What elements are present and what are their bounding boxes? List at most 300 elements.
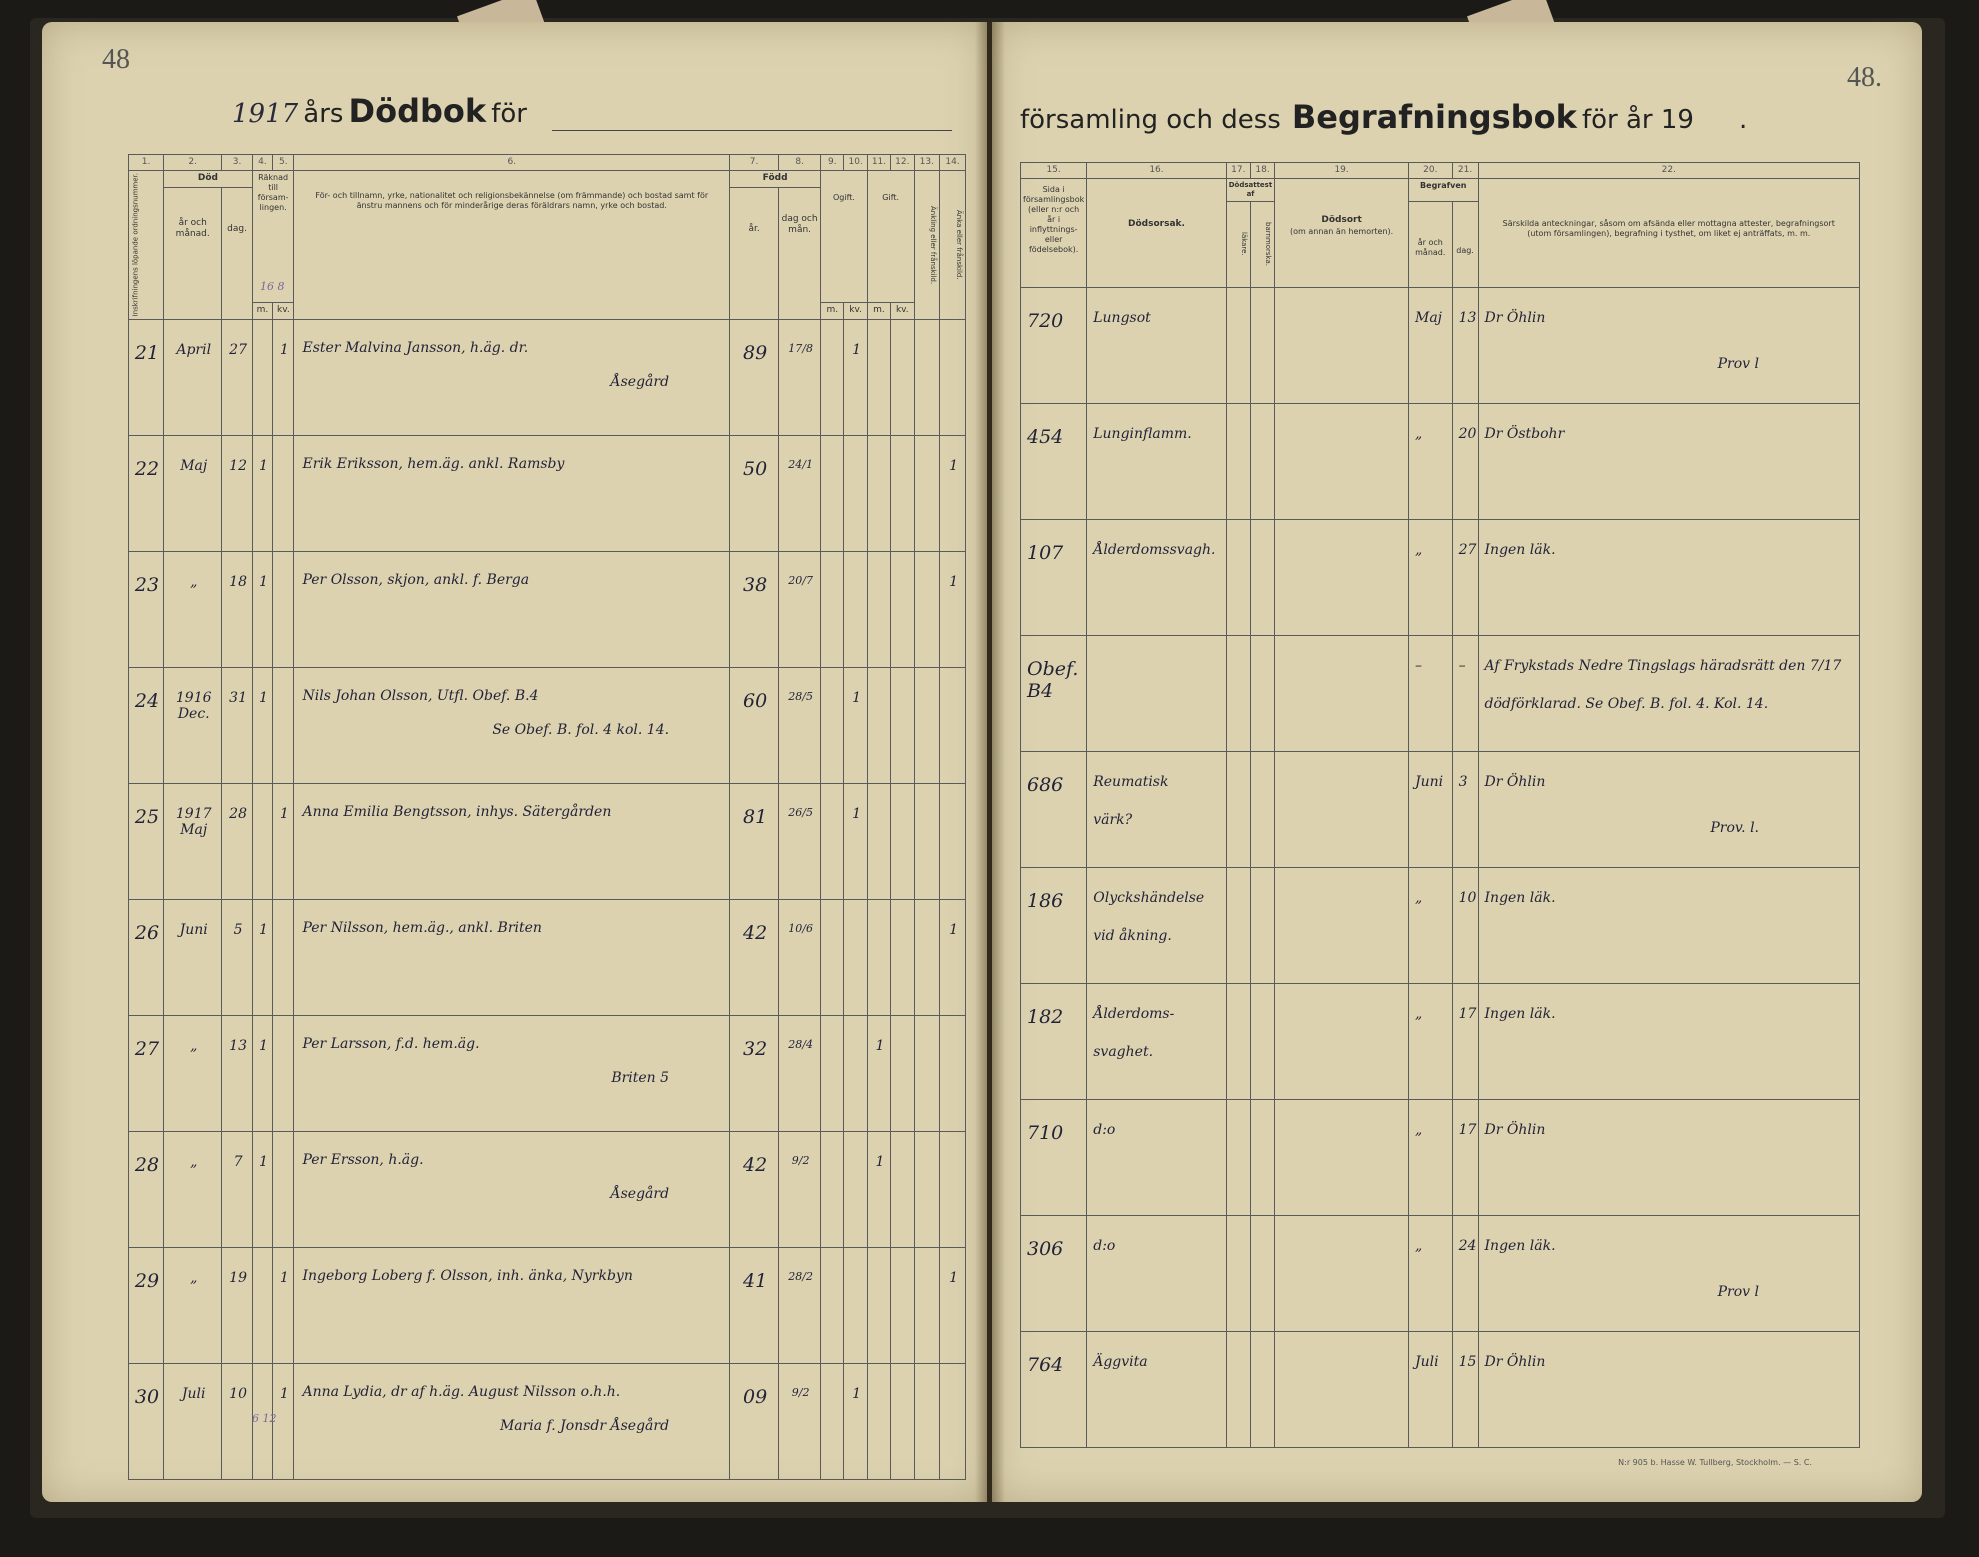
header-ankling: Änkling eller frånskild. bbox=[914, 171, 940, 319]
deceased-name-cell bbox=[294, 1247, 730, 1363]
cause-of-death-cell bbox=[1087, 287, 1226, 403]
cause-of-death-cell bbox=[1087, 519, 1226, 635]
unmarried-female-cell bbox=[844, 1015, 867, 1131]
burial-entry-row bbox=[1021, 751, 1860, 867]
counted-female: 1 bbox=[279, 1385, 289, 1402]
burial-day-cell bbox=[1452, 1215, 1478, 1331]
entry-number: 29 bbox=[134, 1269, 160, 1292]
header-dodsort bbox=[1275, 179, 1409, 288]
cause-of-death-cell bbox=[1087, 751, 1226, 867]
special-notes-cell bbox=[1478, 519, 1859, 635]
unmarried-male-cell bbox=[821, 1131, 844, 1247]
married-male-cell bbox=[867, 1015, 890, 1131]
birth-year: 32 bbox=[742, 1037, 768, 1060]
married-male-cell bbox=[867, 551, 890, 667]
widow-cell bbox=[940, 319, 966, 435]
widow: 1 bbox=[949, 921, 959, 938]
parish-page: 686 bbox=[1027, 773, 1064, 796]
header-dod: Död bbox=[164, 171, 253, 187]
widower-cell bbox=[914, 899, 940, 1015]
deceased-name: Anna Emilia Bengtsson, inhys. Sätergården bbox=[302, 803, 612, 820]
counted-female-cell bbox=[273, 783, 294, 899]
birth-date-cell bbox=[779, 1015, 821, 1131]
cause-of-death: Olyckshändelse bbox=[1093, 889, 1205, 906]
death-entry-row bbox=[129, 319, 966, 435]
header-gift-m: m. bbox=[867, 303, 890, 319]
widower-cell bbox=[914, 667, 940, 783]
counted-male: 1 bbox=[259, 457, 268, 474]
death-month-cell bbox=[164, 1247, 222, 1363]
burial-day-cell bbox=[1452, 751, 1478, 867]
title-for-ar: för år 19 bbox=[1581, 105, 1694, 135]
attest-midwife-cell bbox=[1250, 635, 1274, 751]
cause-of-death: Ålderdoms- bbox=[1093, 1005, 1175, 1022]
birth-date-cell bbox=[779, 783, 821, 899]
birth-date: 28/5 bbox=[788, 689, 813, 703]
cause-of-death-cell bbox=[1087, 867, 1226, 983]
header-begrafven: Begrafven bbox=[1409, 179, 1479, 202]
header-sarskilda: Särskilda anteckningar, såsom om afsända eller mottagna attester, begrafningsort (utom församlingen), begrafning i tysthet, om liket ej anträffats, m. m. bbox=[1478, 179, 1859, 288]
married-male: 1 bbox=[875, 1037, 885, 1054]
attest-doctor-cell bbox=[1226, 751, 1250, 867]
attest-doctor-cell bbox=[1226, 403, 1250, 519]
place-of-death-cell bbox=[1275, 867, 1409, 983]
death-month: Juni bbox=[179, 921, 208, 938]
burial-day: 20 bbox=[1458, 425, 1477, 442]
widow-cell bbox=[940, 551, 966, 667]
special-notes-line2: Prov l bbox=[1717, 355, 1759, 372]
married-female-cell bbox=[891, 1015, 914, 1131]
parish-page: 720 bbox=[1027, 309, 1064, 332]
entry-number-cell bbox=[129, 1247, 164, 1363]
page-number-right: 48. bbox=[1847, 62, 1882, 93]
counted-male-cell bbox=[252, 435, 272, 551]
header-raknad: Räknad till försam-lingen. bbox=[252, 171, 294, 303]
special-notes: Ingen läk. bbox=[1484, 541, 1556, 558]
death-day-cell bbox=[222, 319, 252, 435]
widow-cell bbox=[940, 1247, 966, 1363]
death-day: 27 bbox=[229, 341, 247, 358]
burial-day: 10 bbox=[1458, 889, 1477, 906]
special-notes-cell bbox=[1478, 1215, 1859, 1331]
header-beg-ar: år och månad. bbox=[1409, 201, 1453, 287]
burial-day: 13 bbox=[1458, 309, 1477, 326]
entry-number: 22 bbox=[134, 457, 160, 480]
title-for: för bbox=[491, 99, 527, 129]
death-month: Maj bbox=[180, 457, 208, 474]
widow-cell bbox=[940, 435, 966, 551]
special-notes: Dr Öhlin bbox=[1484, 309, 1546, 326]
burial-day: 15 bbox=[1458, 1353, 1477, 1370]
header-gift: Gift. bbox=[867, 171, 914, 303]
burial-month: „ bbox=[1415, 541, 1423, 558]
parish-page-cell bbox=[1021, 519, 1087, 635]
cause-of-death: Äggvita bbox=[1093, 1353, 1148, 1370]
entry-number: 25 bbox=[134, 805, 160, 828]
col-num-7: 7. bbox=[730, 155, 779, 171]
birth-year-cell bbox=[730, 435, 779, 551]
burial-day-cell bbox=[1452, 403, 1478, 519]
widower-cell bbox=[914, 435, 940, 551]
header-fodd-ar: år. bbox=[730, 187, 779, 319]
header-dod-dag: dag. bbox=[222, 187, 252, 319]
married-female-cell bbox=[891, 1247, 914, 1363]
parish-page: 182 bbox=[1027, 1005, 1064, 1028]
birth-year-cell bbox=[730, 551, 779, 667]
death-month: „ bbox=[190, 1269, 198, 1286]
col-num-15: 15. bbox=[1021, 163, 1087, 179]
counted-male: 1 bbox=[259, 689, 268, 706]
burial-day: 17 bbox=[1458, 1005, 1477, 1022]
deceased-name-cell bbox=[294, 1131, 730, 1247]
married-female-cell bbox=[891, 551, 914, 667]
title-begrafningsbok: Begrafningsbok bbox=[1291, 98, 1577, 136]
attest-doctor-cell bbox=[1226, 519, 1250, 635]
unmarried-male-cell bbox=[821, 319, 844, 435]
counted-female-cell bbox=[273, 1131, 294, 1247]
death-month-cell bbox=[164, 1015, 222, 1131]
death-day-cell bbox=[222, 667, 252, 783]
special-notes: Ingen läk. bbox=[1484, 1237, 1556, 1254]
burial-day-cell bbox=[1452, 519, 1478, 635]
attest-midwife-cell bbox=[1250, 1331, 1274, 1447]
parish-page-cell bbox=[1021, 983, 1087, 1099]
deceased-name-cell bbox=[294, 899, 730, 1015]
parish-page-cell bbox=[1021, 1099, 1087, 1215]
counted-male: 1 bbox=[259, 1153, 268, 1170]
parish-page-cell bbox=[1021, 1331, 1087, 1447]
burial-day-cell bbox=[1452, 867, 1478, 983]
widow-cell bbox=[940, 667, 966, 783]
death-day: 7 bbox=[233, 1153, 243, 1170]
unmarried-male-cell bbox=[821, 1363, 844, 1479]
title-dodbok: Dödbok bbox=[348, 92, 487, 130]
entry-number: 26 bbox=[134, 921, 160, 944]
cause-of-death: d:o bbox=[1093, 1121, 1116, 1138]
death-entry-row bbox=[129, 667, 966, 783]
counted-female: 1 bbox=[279, 805, 289, 822]
title-year: 1917 bbox=[232, 99, 299, 129]
deceased-name: Anna Lydia, dr af h.äg. August Nilsson o.h.h. bbox=[302, 1383, 621, 1400]
burial-month-cell bbox=[1409, 1215, 1453, 1331]
burial-month: „ bbox=[1415, 1121, 1423, 1138]
deceased-name-cell bbox=[294, 1015, 730, 1131]
col-num-22: 22. bbox=[1478, 163, 1859, 179]
death-day-cell bbox=[222, 1131, 252, 1247]
death-entry-row bbox=[129, 551, 966, 667]
widow-cell bbox=[940, 783, 966, 899]
unmarried-male-cell bbox=[821, 1015, 844, 1131]
death-month-cell bbox=[164, 1363, 222, 1479]
margin-note-top: 16 8 bbox=[260, 280, 285, 293]
unmarried-female: 1 bbox=[852, 1385, 862, 1402]
col-num-5: 5. bbox=[273, 155, 294, 171]
widower-cell bbox=[914, 551, 940, 667]
widower-cell bbox=[914, 1131, 940, 1247]
cause-of-death-line2: värk? bbox=[1093, 811, 1133, 828]
cause-of-death: Lunginflamm. bbox=[1093, 425, 1192, 442]
counted-female: 1 bbox=[279, 1269, 289, 1286]
page-number-left: 48 bbox=[102, 44, 130, 75]
special-notes: Dr Öhlin bbox=[1484, 1353, 1546, 1370]
birth-year-cell bbox=[730, 319, 779, 435]
attest-midwife-cell bbox=[1250, 1099, 1274, 1215]
widower-cell bbox=[914, 783, 940, 899]
deceased-name: Ingeborg Loberg f. Olsson, inh. änka, Nyrkbyn bbox=[302, 1267, 633, 1284]
death-month-cell bbox=[164, 783, 222, 899]
death-month: 1917 Maj bbox=[175, 805, 212, 838]
margin-note-bottom: 6 12 bbox=[252, 1412, 277, 1425]
burial-entry-row bbox=[1021, 519, 1860, 635]
parish-page-cell bbox=[1021, 287, 1087, 403]
death-month: „ bbox=[190, 1037, 198, 1054]
death-day: 5 bbox=[233, 921, 243, 938]
burial-day: 3 bbox=[1458, 773, 1468, 790]
place-of-death-cell bbox=[1275, 403, 1409, 519]
special-notes-cell bbox=[1478, 751, 1859, 867]
birth-year: 42 bbox=[742, 921, 768, 944]
book-gutter bbox=[975, 22, 1005, 1502]
burial-day-cell bbox=[1452, 983, 1478, 1099]
birth-year: 38 bbox=[742, 573, 768, 596]
unmarried-male-cell bbox=[821, 783, 844, 899]
counted-male: 1 bbox=[259, 573, 268, 590]
burial-month-cell bbox=[1409, 867, 1453, 983]
header-raknad-m: m. bbox=[252, 303, 272, 319]
cause-of-death: Reumatisk bbox=[1093, 773, 1169, 790]
burial-month-cell bbox=[1409, 751, 1453, 867]
attest-doctor-cell bbox=[1226, 1331, 1250, 1447]
cause-of-death-cell bbox=[1087, 1331, 1226, 1447]
special-notes-cell bbox=[1478, 403, 1859, 519]
deceased-name-cell bbox=[294, 667, 730, 783]
birth-date-cell bbox=[779, 551, 821, 667]
widow: 1 bbox=[949, 1269, 959, 1286]
header-lakare: läkare. bbox=[1226, 201, 1250, 287]
place-of-death-cell bbox=[1275, 983, 1409, 1099]
unmarried-female-cell bbox=[844, 1363, 867, 1479]
death-month-cell bbox=[164, 667, 222, 783]
birth-date: 9/2 bbox=[791, 1385, 810, 1399]
cause-of-death-cell bbox=[1087, 983, 1226, 1099]
entry-number-cell bbox=[129, 1015, 164, 1131]
special-notes-cell bbox=[1478, 1099, 1859, 1215]
married-female-cell bbox=[891, 1363, 914, 1479]
married-male-cell bbox=[867, 435, 890, 551]
cause-of-death-cell bbox=[1087, 635, 1226, 751]
parish-page-cell bbox=[1021, 403, 1087, 519]
death-entry-row bbox=[129, 1247, 966, 1363]
special-notes-line2: Prov l bbox=[1717, 1283, 1759, 1300]
birth-date-cell bbox=[779, 1247, 821, 1363]
deceased-name: Ester Malvina Jansson, h.äg. dr. bbox=[302, 339, 529, 356]
header-barnmorska: barnmorska. bbox=[1250, 201, 1274, 287]
unmarried-female-cell bbox=[844, 551, 867, 667]
birth-date: 20/7 bbox=[788, 573, 813, 587]
death-month-cell bbox=[164, 551, 222, 667]
unmarried-female-cell bbox=[844, 435, 867, 551]
special-notes: Af Frykstads Nedre Tingslags häradsrätt den 7/17 bbox=[1484, 657, 1842, 674]
attest-midwife-cell bbox=[1250, 287, 1274, 403]
col-num-18: 18. bbox=[1250, 163, 1274, 179]
birth-year: 09 bbox=[742, 1385, 768, 1408]
burial-month: Juni bbox=[1415, 773, 1444, 790]
married-male-cell bbox=[867, 667, 890, 783]
col-num-19: 19. bbox=[1275, 163, 1409, 179]
widow: 1 bbox=[949, 573, 959, 590]
col-num-11: 11. bbox=[867, 155, 890, 171]
birth-year: 42 bbox=[742, 1153, 768, 1176]
widower-cell bbox=[914, 1015, 940, 1131]
cause-of-death-cell bbox=[1087, 1215, 1226, 1331]
death-month: „ bbox=[190, 573, 198, 590]
burial-month-cell bbox=[1409, 403, 1453, 519]
attest-midwife-cell bbox=[1250, 519, 1274, 635]
counted-male-cell bbox=[252, 899, 272, 1015]
header-fodd-dag: dag och mån. bbox=[779, 187, 821, 319]
special-notes-cell bbox=[1478, 287, 1859, 403]
unmarried-female-cell bbox=[844, 667, 867, 783]
col-num-1: 1. bbox=[129, 155, 164, 171]
married-male: 1 bbox=[875, 1153, 885, 1170]
special-notes-line2: Prov. l. bbox=[1710, 819, 1759, 836]
married-female-cell bbox=[891, 899, 914, 1015]
entry-number: 28 bbox=[134, 1153, 160, 1176]
birth-date-cell bbox=[779, 435, 821, 551]
entry-number: 23 bbox=[134, 573, 160, 596]
counted-female-cell bbox=[273, 899, 294, 1015]
death-day-cell bbox=[222, 1363, 252, 1479]
death-month: „ bbox=[190, 1153, 198, 1170]
cause-of-death: Lungsot bbox=[1093, 309, 1151, 326]
attest-doctor-cell bbox=[1226, 635, 1250, 751]
special-notes: Ingen läk. bbox=[1484, 1005, 1556, 1022]
burial-day: 27 bbox=[1458, 541, 1477, 558]
death-entry-row bbox=[129, 1015, 966, 1131]
birth-year-cell bbox=[730, 899, 779, 1015]
col-num-3: 3. bbox=[222, 155, 252, 171]
title-forsamling: församling och dess bbox=[1020, 105, 1281, 135]
death-day-cell bbox=[222, 783, 252, 899]
attest-midwife-cell bbox=[1250, 1215, 1274, 1331]
burial-day-cell bbox=[1452, 635, 1478, 751]
burial-day: 17 bbox=[1458, 1121, 1477, 1138]
special-notes-line2: dödförklarad. Se Obef. B. fol. 4. Kol. 14. bbox=[1484, 695, 1769, 712]
col-num-4: 4. bbox=[252, 155, 272, 171]
place-of-death-cell bbox=[1275, 287, 1409, 403]
burial-day: – bbox=[1458, 657, 1466, 674]
counted-male-cell bbox=[252, 319, 272, 435]
attest-midwife-cell bbox=[1250, 403, 1274, 519]
birth-date-cell bbox=[779, 319, 821, 435]
married-male-cell bbox=[867, 319, 890, 435]
deceased-name: Erik Eriksson, hem.äg. ankl. Ramsby bbox=[302, 455, 565, 472]
header-ogift: Ogift. bbox=[821, 171, 868, 303]
deceased-name-cell bbox=[294, 319, 730, 435]
married-female-cell bbox=[891, 783, 914, 899]
birth-year: 60 bbox=[742, 689, 768, 712]
deceased-name: Per Ersson, h.äg. bbox=[302, 1151, 424, 1168]
burial-month: „ bbox=[1415, 1005, 1423, 1022]
death-day: 28 bbox=[229, 805, 247, 822]
death-month-cell bbox=[164, 1131, 222, 1247]
burial-entry-row bbox=[1021, 867, 1860, 983]
death-month: April bbox=[176, 341, 212, 358]
death-month-cell bbox=[164, 319, 222, 435]
married-female-cell bbox=[891, 319, 914, 435]
married-male-cell bbox=[867, 899, 890, 1015]
col-num-12: 12. bbox=[891, 155, 914, 171]
parish-page-cell bbox=[1021, 635, 1087, 751]
title-ars: års bbox=[303, 99, 344, 129]
birth-date-cell bbox=[779, 1363, 821, 1479]
married-male-cell bbox=[867, 1247, 890, 1363]
widow-cell bbox=[940, 899, 966, 1015]
death-month-cell bbox=[164, 899, 222, 1015]
cause-of-death-line2: vid åkning. bbox=[1093, 927, 1172, 944]
burial-month-cell bbox=[1409, 635, 1453, 751]
widow-cell bbox=[940, 1131, 966, 1247]
widower-cell bbox=[914, 1247, 940, 1363]
place-of-death-cell bbox=[1275, 519, 1409, 635]
counted-male: 1 bbox=[259, 921, 268, 938]
place-of-death-cell bbox=[1275, 1331, 1409, 1447]
header-dodsort-title: Dödsort bbox=[1321, 215, 1362, 226]
special-notes-cell bbox=[1478, 635, 1859, 751]
counted-male-cell bbox=[252, 551, 272, 667]
married-male-cell bbox=[867, 1363, 890, 1479]
entry-number: 21 bbox=[134, 341, 160, 364]
deceased-residence: Åsegård bbox=[610, 373, 670, 390]
birth-date: 28/4 bbox=[788, 1037, 813, 1051]
attest-doctor-cell bbox=[1226, 1215, 1250, 1331]
col-num-8: 8. bbox=[779, 155, 821, 171]
counted-male-cell bbox=[252, 1015, 272, 1131]
burial-month: „ bbox=[1415, 889, 1423, 906]
counted-male-cell bbox=[252, 1131, 272, 1247]
entry-number: 30 bbox=[134, 1385, 160, 1408]
burial-entry-row bbox=[1021, 635, 1860, 751]
deceased-residence: Briten 5 bbox=[611, 1069, 670, 1086]
cause-of-death-line2: svaghet. bbox=[1093, 1043, 1154, 1060]
place-of-death-cell bbox=[1275, 1099, 1409, 1215]
place-of-death-cell bbox=[1275, 1215, 1409, 1331]
special-notes-cell bbox=[1478, 983, 1859, 1099]
attest-midwife-cell bbox=[1250, 983, 1274, 1099]
birth-year-cell bbox=[730, 1363, 779, 1479]
place-of-death-cell bbox=[1275, 635, 1409, 751]
col-num-13: 13. bbox=[914, 155, 940, 171]
deceased-name-cell bbox=[294, 435, 730, 551]
entry-number: 24 bbox=[134, 689, 160, 712]
header-ogift-kv: kv. bbox=[844, 303, 867, 319]
burial-month: Maj bbox=[1415, 309, 1443, 326]
entry-number-cell bbox=[129, 667, 164, 783]
death-month-cell bbox=[164, 435, 222, 551]
widow-cell bbox=[940, 1363, 966, 1479]
birth-year: 50 bbox=[742, 457, 768, 480]
attest-midwife-cell bbox=[1250, 751, 1274, 867]
entry-number: 27 bbox=[134, 1037, 160, 1060]
header-raknad-kv: kv. bbox=[273, 303, 294, 319]
deceased-name-cell bbox=[294, 1363, 730, 1479]
col-num-14: 14. bbox=[940, 155, 966, 171]
entry-number-cell bbox=[129, 1131, 164, 1247]
birth-year-cell bbox=[730, 1131, 779, 1247]
counted-female-cell bbox=[273, 667, 294, 783]
married-male-cell bbox=[867, 783, 890, 899]
parish-page: 710 bbox=[1027, 1121, 1064, 1144]
